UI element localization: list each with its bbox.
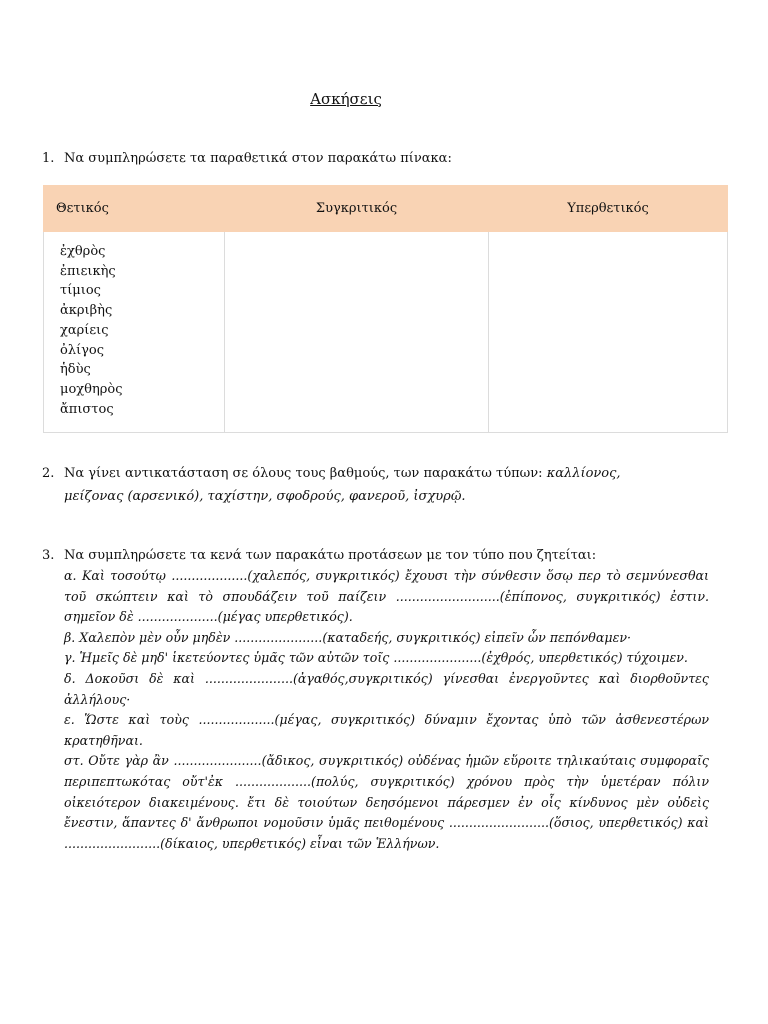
superlative-cell[interactable] bbox=[489, 232, 728, 433]
list-item: μοχθηρὸς bbox=[60, 381, 123, 397]
exercise-3 bbox=[42, 546, 709, 854]
table-row bbox=[44, 232, 728, 433]
list-item: ἀκριβὴς bbox=[60, 303, 113, 319]
degrees-table bbox=[43, 185, 728, 433]
page-title: Ασκήσεις bbox=[310, 90, 382, 108]
sentence-c: γ. Ἡμεῖς δὲ μηδ' ἱκετεύοντες ὑμᾶς τῶν αὐτῶν τοῖς ......................(ἐχθρός, υπερθετικός) τύχοιμεν. bbox=[64, 650, 688, 666]
list-item: ἡδὺς bbox=[60, 362, 91, 378]
header-superlative: Υπερθετικός bbox=[489, 186, 728, 232]
exercise-2-number: 2. bbox=[42, 466, 55, 481]
exercise-1-text: Να συμπληρώσετε τα παραθετικά στον παρακάτω πίνακα: bbox=[64, 151, 452, 166]
list-item: τίμιος bbox=[60, 283, 101, 299]
positive-cell bbox=[44, 232, 225, 433]
header-positive: Θετικός bbox=[44, 186, 225, 232]
sentence-st: στ. Οὔτε γὰρ ἂν ......................(ἄδικος, συγκριτικός) οὐδένας ἡμῶν εὕροιτε τηλικαύταις συμφοραῖς περιπεπτωκότας οὔτ'ἐκ ...................(πολύς, συγκριτικός) χρόνου πρὸς τὴν ὑμετέραν πόλιν οἰκειότερον διακειμένους. ἔτι δὲ τοιούτων δεησόμενοι πάρεσμεν ἐν οἷς κίνδυνος μὲν οὐδεὶς ἔνεστιν, ἅπαντες δ' ἄνθρωποι νομοῦσιν ὑμᾶς πειθομένους .........................(ὅσιος, υπερθετικός) καὶ ........................(δίκαιος, υπερθετικός) εἶναι τῶν Ἑλλήνων. bbox=[64, 753, 709, 851]
list-item: χαρίεις bbox=[60, 322, 109, 338]
exercise-2-text: Να γίνει αντικατάσταση σε όλους τους βαθμούς, των παρακάτω τύπων: bbox=[64, 466, 543, 481]
positive-word-list bbox=[44, 232, 224, 419]
exercise-1-prompt bbox=[42, 151, 452, 166]
exercise-3-text: Να συμπληρώσετε τα κενά των παρακάτω προτάσεων με τον τύπο που ζητείται: bbox=[64, 548, 597, 563]
table-header-row bbox=[44, 186, 728, 232]
header-comparative: Συγκριτικός bbox=[225, 186, 489, 232]
list-item: ἐχθρὸς bbox=[60, 244, 106, 259]
exercise-2-forms-line-1: καλλίονος, bbox=[546, 466, 621, 481]
exercise-3-number: 3. bbox=[42, 548, 55, 563]
list-item: ἐπιεικὴς bbox=[60, 263, 116, 279]
sentence-b: β. Χαλεπὸν μὲν οὖν μηδὲν ......................(καταδεής, συγκριτικός) εἰπεῖν ὧν πεπόνθαμεν· bbox=[64, 629, 631, 645]
sentence-e: ε. Ὥστε καὶ τοὺς ...................(μέγας, συγκριτικός) δύναμιν ἔχοντας ὑπὸ τῶν ἀσθενεστέρων κρατηθῆναι. bbox=[64, 712, 709, 748]
exercise-1-number: 1. bbox=[42, 151, 55, 166]
sentence-d: δ. Δοκοῦσι δὲ καὶ ......................(ἀγαθός,συγκριτικός) γίνεσθαι ἐνεργοῦντες καὶ διορθοῦντες ἀλλήλους· bbox=[64, 670, 709, 707]
exercise-3-sentences bbox=[42, 566, 709, 854]
exercise-2 bbox=[42, 462, 709, 508]
exercise-2-forms-line-2: μείζονας (αρσενικό), ταχίστην, σφοδρούς, φανεροῦ, ἰσχυρῷ. bbox=[64, 489, 466, 504]
list-item: ὀλίγος bbox=[60, 342, 105, 358]
comparative-cell[interactable] bbox=[225, 232, 489, 433]
exercise-3-prompt bbox=[42, 546, 709, 566]
sentence-a: α. Καὶ τοσούτῳ ...................(χαλεπός, συγκριτικός) ἔχουσι τὴν σύνθεσιν ὅσῳ περ τὸ σεμνύνεσθαι τοῦ σκώπτειν καὶ τὸ σπουδάζειν τοῦ παίζειν ..........................(ἐπίπονος, συγκριτικός) ἐστιν. σημεῖον δὲ ....................(μέγας υπερθετικός). bbox=[64, 568, 709, 625]
list-item: ἄπιστος bbox=[60, 401, 114, 417]
